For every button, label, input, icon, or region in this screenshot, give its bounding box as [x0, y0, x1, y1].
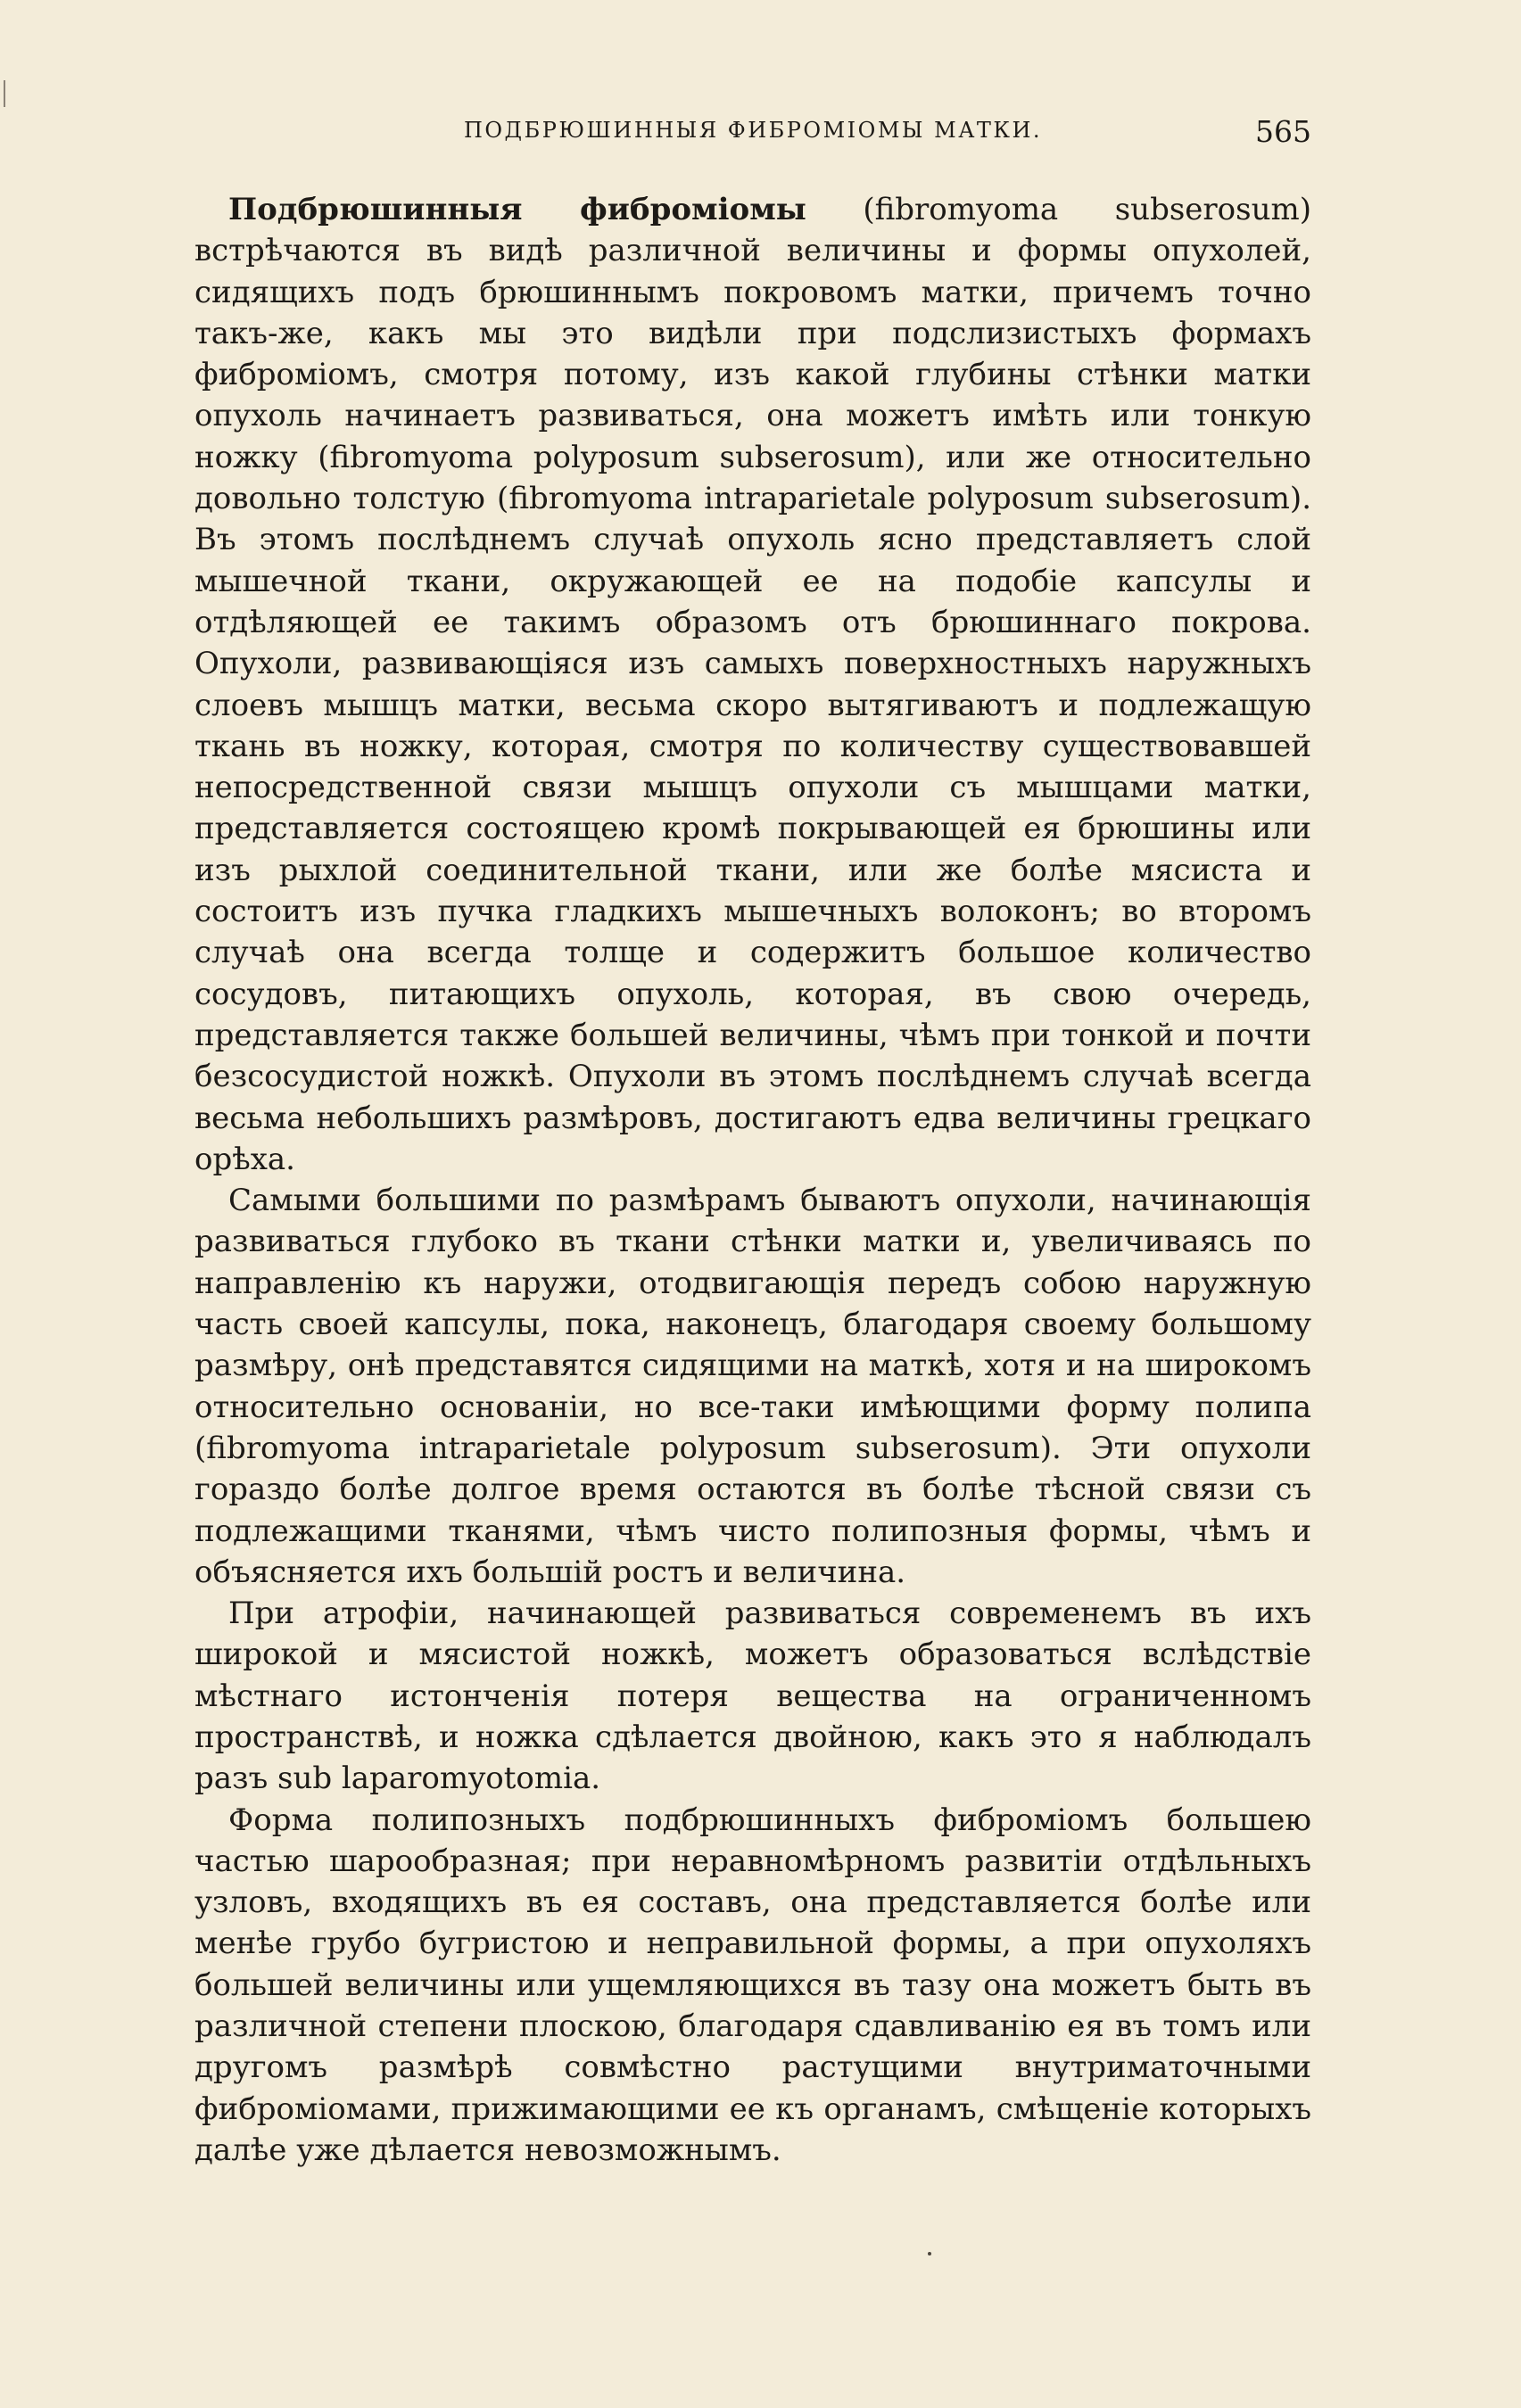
margin-mark: [4, 80, 5, 107]
paragraph-1: [194, 189, 1311, 1180]
paragraph-3: При атрофіи, начинающей развиваться современемъ въ ихъ широкой и мясистой ножкѣ, можетъ образоваться вслѣдствіе мѣстнаго истонченія потеря вещества на ограниченномъ пространствѣ, и ножка сдѣлается двойною, какъ это я наблюдалъ разъ sub laparomyotomia.: [194, 1596, 1311, 1797]
section-term: Подбрюшинныя фиброміомы: [228, 192, 806, 227]
body-text: [194, 189, 1311, 2171]
paragraph-2: Самыми большими по размѣрамъ бываютъ опухоли, начинающія развиваться глубоко въ ткани стѣнки матки и, увеличиваясь по направленію къ наружи, отодвигающія передъ собою наружную часть своей капсулы, пока, наконецъ, благодаря своему большому размѣру, онѣ представятся сидящими на маткѣ, хотя и на широкомъ относительно основаніи, но все-таки имѣющими форму полипа (fibromyoma intraparietale polyposum subserosum). Эти опухоли гораздо болѣе долгое время остаются въ болѣе тѣсной связи съ подлежащими тканями, чѣмъ чисто полипозныя формы, чѣмъ и объясняется ихъ большій ростъ и величина.: [194, 1183, 1311, 1590]
page-number: 565: [1255, 114, 1311, 149]
paragraph-4: Форма полипозныхъ подбрюшинныхъ фиброміомъ большею частью шарообразная; при неравномѣрномъ развитіи отдѣльныхъ узловъ, входящихъ въ ея составъ, она представляется болѣе или менѣе грубо бугристою и неправильной формы, а при опухоляхъ большей величины или ущемляющихся въ тазу она можетъ быть въ различной степени плоскою, благодаря сдавливанію ея въ томъ или другомъ размѣрѣ совмѣстно растущими внутриматочными фиброміомами, прижимающими ее къ органамъ, смѣщеніе которыхъ далѣе уже дѣлается невозможнымъ.: [194, 1802, 1311, 2168]
ink-speck: [928, 2252, 931, 2255]
page-header: [194, 114, 1311, 150]
paragraph-1-text: (fibromyoma subserosum) встрѣчаются въ видѣ различной величины и формы опухолей, сидящихъ подъ брюшиннымъ покровомъ матки, причемъ точно такъ-же, какъ мы это видѣли при подслизистыхъ формахъ фиброміомъ, смотря потому, изъ какой глубины стѣнки матки опухоль начинаетъ развиваться, она можетъ имѣть или тонкую ножку (fibromyoma polyposum subserosum), или же относительно довольно толстую (fibromyoma intraparietale polyposum subserosum). Въ этомъ послѣднемъ случаѣ опухоль ясно представляетъ слой мышечной ткани, окружающей ее на подобіе капсулы и отдѣляющей ее такимъ образомъ отъ брюшиннаго покрова. Опухоли, развивающіяся изъ самыхъ поверхностныхъ наружныхъ слоевъ мышцъ матки, весьма скоро вытягиваютъ и подлежащую ткань въ ножку, которая, смотря по количеству существовавшей непосредственной связи мышцъ опухоли съ мышцами матки, представляется состоящею кромѣ покрывающей ея брюшины или изъ рыхлой соединительной ткани, или же болѣе мясиста и состоитъ изъ пучка гладкихъ мышечныхъ волоконъ; во второмъ случаѣ она всегда толще и содержитъ большое количество сосудовъ, питающихъ опухоль, которая, въ свою очередь, представляется также большей величины, чѣмъ при тонкой и почти безсосудистой ножкѣ. Опухоли въ этомъ послѣднемъ случаѣ всегда весьма небольшихъ размѣровъ, достигаютъ едва величины грецкаго орѣха.: [194, 192, 1311, 1177]
running-head: ПОДБРЮШИННЫЯ ФИБРОМІОМЫ МАТКИ.: [463, 118, 1043, 143]
